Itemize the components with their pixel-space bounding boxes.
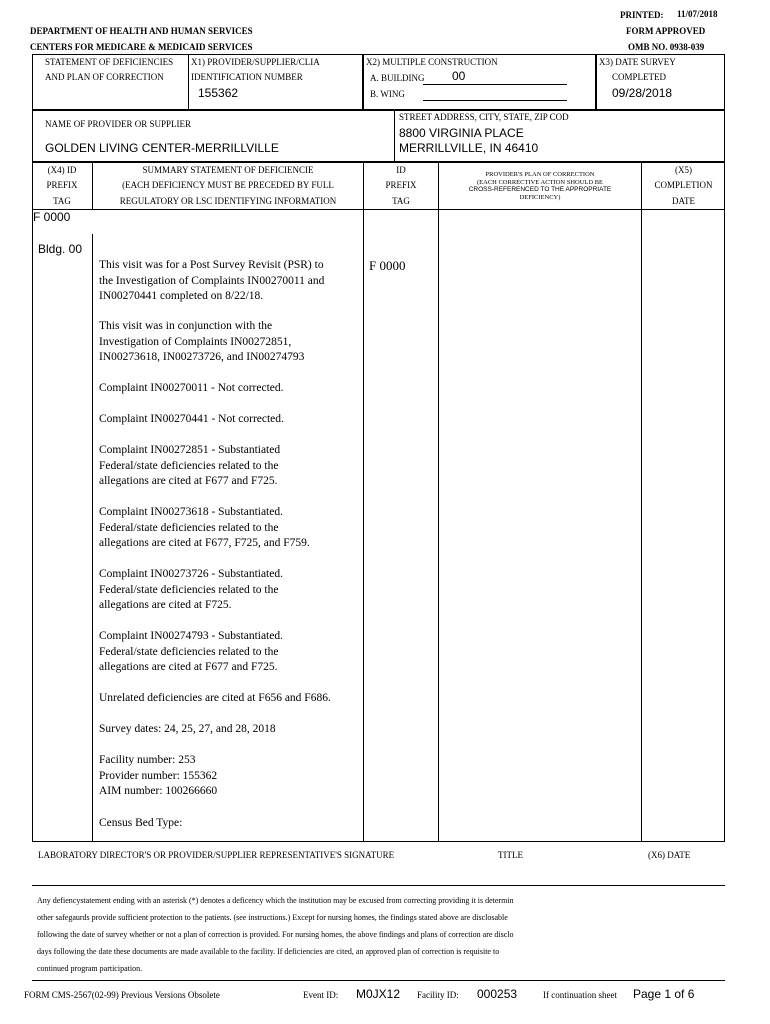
plan-of-correction-label [439, 171, 641, 201]
x4-tag-label: TAG [53, 196, 71, 206]
disclaimer-line: other safegaurds provide sufficient protection to the patients. (see instructions.) Except for nursing homes, the findings stated above are disclosable [37, 913, 508, 922]
paragraph-1 [99, 258, 359, 305]
continuation-label: If continuation sheet [543, 990, 617, 1000]
id-label: ID [396, 165, 406, 175]
disclaimer-line: Any defiencystatement ending with an asterisk (*) denotes a deficency which the institution may be excused from correcting providing it is determin [37, 896, 514, 905]
address-line2: MERRILLVILLE, IN 46410 [399, 141, 539, 155]
line: This visit was for a Post Survey Revisit (PSR) to [99, 259, 324, 271]
centers-name: CENTERS FOR MEDICARE & MEDICAID SERVICES [30, 42, 253, 52]
line: Complaint IN00273618 - Substantiated. [99, 506, 283, 518]
omb-number: OMB NO. 0938-039 [628, 42, 705, 52]
paragraph-6 [99, 505, 359, 552]
facility-id-value: 000253 [477, 987, 518, 1001]
paragraph-8 [99, 629, 359, 676]
line: IN00270441 completed on 8/22/18. [99, 290, 264, 302]
line: Federal/state deficiencies related to the [99, 459, 279, 472]
disclaimer [37, 892, 737, 977]
line: This visit was in conjunction with the [99, 320, 273, 332]
line: allegations are cited at F677, F725, and F759. [99, 537, 310, 549]
building-label: A. BUILDING [370, 73, 425, 83]
x4-id-label: (X4) ID [47, 165, 77, 175]
form-approved: FORM APPROVED [626, 26, 706, 36]
form-number: FORM CMS-2567(02-99) Previous Versions Obsolete [24, 990, 220, 1000]
x2-label: X2) MULTIPLE CONSTRUCTION [366, 57, 498, 67]
building-value: 00 [452, 69, 466, 83]
signature-label: LABORATORY DIRECTOR'S OR PROVIDER/SUPPLIER REPRESENTATIVE'S SIGNATURE [38, 850, 395, 860]
facility-id-label: Facility ID: [417, 990, 459, 1000]
paragraph-9 [99, 691, 359, 707]
building-tag: Bldg. 00 [38, 242, 83, 256]
title-label: TITLE [498, 850, 523, 860]
printed-date: 11/07/2018 [677, 9, 718, 19]
survey-date-value: 09/28/2018 [612, 86, 673, 100]
disclaimer-line: days following the date these documents are made available to the facility. If deficiencies are cited, an approved plan of correction is requisite to [37, 947, 500, 956]
line: Unrelated deficiencies are cited at F656 and F686. [99, 692, 331, 704]
id-tag-label: TAG [392, 196, 410, 206]
left-tag: F 0000 [33, 210, 71, 224]
completion-label: COMPLETION [654, 180, 713, 190]
paragraph-4 [99, 412, 359, 428]
id-prefix-label: PREFIX [385, 180, 417, 190]
line: Federal/state deficiencies related to the [99, 521, 279, 534]
address-label: STREET ADDRESS, CITY, STATE, ZIP COD [399, 112, 569, 122]
statement-label: STATEMENT OF DEFICIENCIES [45, 57, 174, 67]
line: allegations are cited at F677 and F725. [99, 661, 278, 673]
printed-label: PRINTED: [620, 10, 664, 20]
disclaimer-line: following the date of survey whether or not a plan of correction is provided. For nursing homes, the above findings and plans of correction are disclo [37, 930, 514, 939]
line: Complaint IN00273726 - Substantiated. [99, 568, 283, 580]
summary-note: (EACH DEFICIENCY MUST BE PRECEDED BY FULL [122, 180, 334, 190]
provider-name-label: NAME OF PROVIDER OR SUPPLIER [45, 119, 192, 129]
wing-label: B. WING [370, 89, 405, 99]
x3-label: X3) DATE SURVEY [599, 57, 676, 67]
line: AIM number: 100266660 [99, 785, 218, 797]
date-x6-label: (X6) DATE [648, 850, 691, 860]
identification-label: IDENTIFICATION NUMBER [191, 72, 303, 82]
event-id-value: M0JX12 [356, 987, 401, 1001]
provider-name-value: GOLDEN LIVING CENTER-MERRILLVILLE [45, 141, 279, 155]
line: the Investigation of Complaints IN00270011 and [99, 274, 325, 287]
line: Complaint IN00270441 - Not corrected. [99, 413, 284, 425]
paragraph-10 [99, 722, 359, 738]
plan-line-2: (EACH CORRECTIVE ACTION SHOULD BE [476, 178, 604, 186]
address-line1: 8800 VIRGINIA PLACE [399, 126, 524, 140]
line: IN00273618, IN00273726, and IN00274793 [99, 351, 305, 363]
x1-label: X1) PROVIDER/SUPPLIER/CLIA [191, 57, 320, 67]
x5-label: (X5) [675, 165, 692, 175]
event-id-label: Event ID: [303, 990, 339, 1000]
line: Federal/state deficiencies related to the [99, 645, 279, 658]
page-number: Page 1 of 6 [633, 987, 695, 1001]
paragraph-3 [99, 381, 359, 397]
line: Provider number: 155362 [99, 769, 218, 782]
x4-prefix-label: PREFIX [46, 180, 78, 190]
department-name: DEPARTMENT OF HEALTH AND HUMAN SERVICES [30, 26, 253, 36]
line: Investigation of Complaints IN00272851, [99, 335, 292, 348]
plan-line-4: DEFICIENCY) [519, 193, 561, 201]
paragraph-7 [99, 567, 359, 614]
summary-label: SUMMARY STATEMENT OF DEFICIENCIE [142, 165, 314, 175]
line: Complaint IN00272851 - Substantiated [99, 444, 281, 456]
line: Census Bed Type: [99, 817, 183, 829]
right-tag: F 0000 [369, 258, 406, 273]
line: Facility number: 253 [99, 754, 196, 766]
paragraph-12 [99, 816, 359, 832]
summary-regulatory: REGULATORY OR LSC IDENTIFYING INFORMATION [119, 196, 337, 206]
line: Survey dates: 24, 25, 27, and 28, 2018 [99, 723, 276, 735]
paragraph-2 [99, 319, 359, 366]
plan-line-3: CROSS-REFERENCED TO THE APPROPRIATE [468, 186, 612, 193]
paragraph-5 [99, 443, 359, 490]
line: Complaint IN00274793 - Substantiated. [99, 630, 283, 642]
plan-line-1: PROVIDER'S PLAN OF CORRECTION [485, 171, 595, 178]
disclaimer-line: continued program participation. [37, 964, 143, 973]
date-label: DATE [672, 196, 695, 206]
plan-label: AND PLAN OF CORRECTION [45, 72, 164, 82]
paragraph-11 [99, 753, 359, 800]
line: Federal/state deficiencies related to the [99, 583, 279, 596]
line: Complaint IN00270011 - Not corrected. [99, 382, 284, 394]
provider-id-value: 155362 [198, 86, 239, 100]
completed-label: COMPLETED [612, 72, 666, 82]
line: allegations are cited at F677 and F725. [99, 475, 278, 487]
line: allegations are cited at F725. [99, 599, 232, 611]
